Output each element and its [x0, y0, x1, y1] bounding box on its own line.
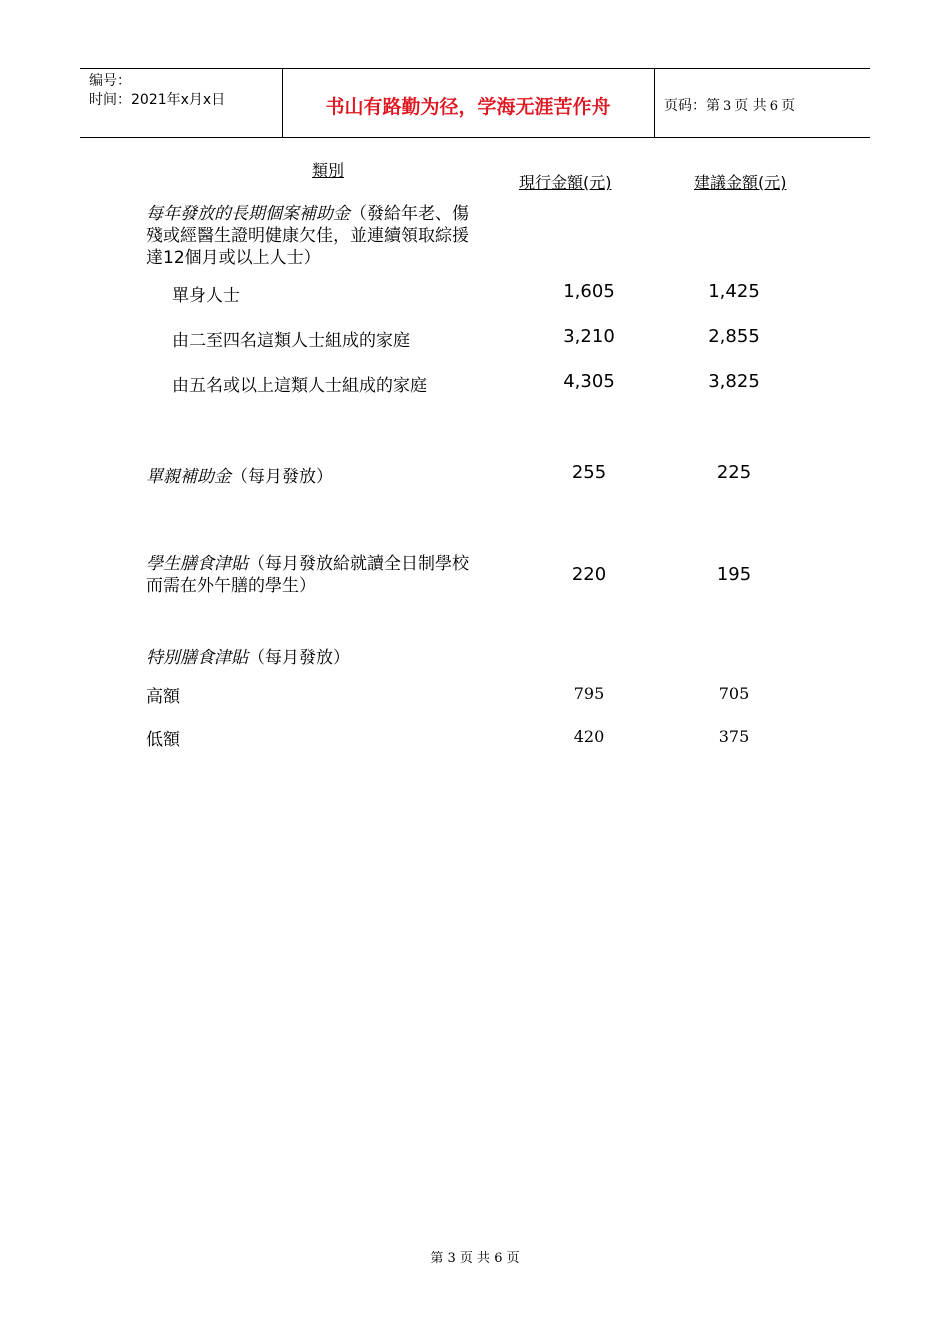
- header-right-cell: [655, 69, 870, 137]
- footer-suffix: 页: [506, 1251, 520, 1266]
- current-amount: 3,210: [563, 326, 615, 347]
- table-row-label: 單身人士: [172, 286, 240, 306]
- page-header: [80, 68, 870, 138]
- page-mid: 页 共: [734, 98, 767, 114]
- page-suffix: 页: [781, 98, 796, 114]
- section-desc: （每月發放）: [231, 467, 333, 487]
- section-desc: （發給年老、傷: [350, 204, 469, 224]
- page-indicator: [664, 95, 795, 115]
- footer-prefix: 第: [430, 1251, 444, 1266]
- time-label: 时间：2021年x月x日: [89, 92, 226, 108]
- footer-mid: 页 共: [459, 1251, 491, 1266]
- section-title: 單親補助金: [146, 467, 231, 487]
- proposed-amount: 225: [716, 462, 752, 483]
- page-footer: [0, 1247, 950, 1266]
- footer-total: 6: [494, 1251, 503, 1266]
- section-title: 學生膳食津貼: [146, 554, 248, 574]
- current-amount: 795: [573, 684, 605, 703]
- current-amount: 1,605: [563, 281, 615, 302]
- section-desc: （每月發放給就讀全日制學校: [248, 554, 469, 574]
- section-desc-line: 殘或經醫生證明健康欠佳，並連續領取綜援: [146, 226, 469, 246]
- column-header-current: 現行金額(元): [519, 173, 612, 192]
- proposed-amount: 2,855: [708, 326, 760, 347]
- current-amount: 220: [571, 564, 607, 585]
- page-prefix: 页码：第: [664, 98, 720, 114]
- student-meal-allowance-heading: [146, 553, 526, 597]
- proposed-amount: 1,425: [708, 281, 760, 302]
- section-title: 每年發放的長期個案補助金: [146, 204, 350, 224]
- section-desc-line: 而需在外午膳的學生）: [146, 576, 316, 596]
- section-title: 特別膳食津貼: [146, 648, 248, 668]
- table-row-label: 高額: [146, 687, 180, 707]
- page-current: 3: [723, 99, 732, 114]
- long-term-supplement-heading: [146, 203, 526, 269]
- proposed-amount: 3,825: [708, 371, 760, 392]
- page-total: 6: [769, 99, 779, 114]
- header-left-cell: [80, 69, 283, 137]
- column-header-proposed: 建議金額(元): [694, 173, 787, 192]
- column-header-category: 類別: [312, 161, 345, 180]
- current-amount: 255: [571, 462, 607, 483]
- proposed-amount: 705: [718, 684, 750, 703]
- table-row-label: 由二至四名這類人士組成的家庭: [172, 331, 410, 351]
- footer-current: 3: [447, 1251, 456, 1266]
- header-center-cell: [282, 69, 655, 137]
- single-parent-supplement-heading: [146, 462, 333, 487]
- table-row-label: 低額: [146, 730, 180, 750]
- proposed-amount: 195: [716, 564, 752, 585]
- special-diet-allowance-heading: [146, 643, 350, 668]
- proposed-amount: 375: [718, 727, 750, 746]
- table-row-label: 由五名或以上這類人士組成的家庭: [172, 376, 427, 396]
- motto: 书山有路勤为径，学海无涯苦作舟: [325, 96, 611, 118]
- serial-label: 编号：: [89, 73, 131, 89]
- current-amount: 420: [573, 727, 605, 746]
- section-desc: （每月發放）: [248, 648, 350, 668]
- current-amount: 4,305: [563, 371, 615, 392]
- section-desc-line: 達12個月或以上人士）: [146, 248, 321, 268]
